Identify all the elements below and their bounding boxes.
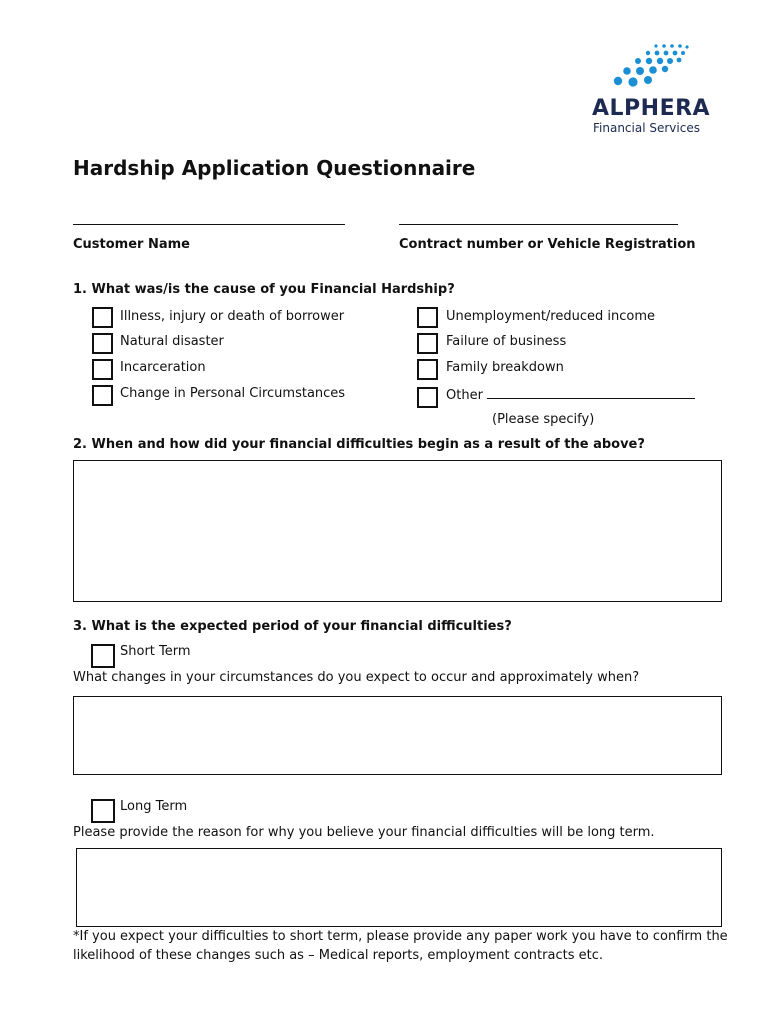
checkbox-natural-disaster[interactable] bbox=[92, 333, 113, 354]
option-change-circumstances: Change in Personal Circumstances bbox=[120, 386, 346, 401]
checkbox-failure-business[interactable] bbox=[417, 333, 438, 354]
contract-number-label: Contract number or Vehicle Registration bbox=[399, 237, 696, 252]
option-failure-business: Failure of business bbox=[446, 334, 567, 349]
question-3: 3. What is the expected period of your financial difficulties? bbox=[73, 619, 512, 634]
other-specify-line[interactable] bbox=[487, 386, 695, 399]
option-illness: Illness, injury or death of borrower bbox=[120, 309, 345, 324]
checkbox-unemployment[interactable] bbox=[417, 307, 438, 328]
question-1: 1. What was/is the cause of you Financial Hardship? bbox=[73, 282, 455, 297]
long-term-label: Long Term bbox=[120, 799, 188, 814]
checkbox-long-term[interactable] bbox=[91, 799, 115, 823]
checkbox-family-breakdown[interactable] bbox=[417, 359, 438, 380]
page-title: Hardship Application Questionnaire bbox=[73, 156, 476, 180]
checkbox-illness[interactable] bbox=[92, 307, 113, 328]
logo-name: ALPHERA bbox=[592, 96, 711, 121]
checkbox-short-term[interactable] bbox=[91, 644, 115, 668]
long-term-prompt: Please provide the reason for why you believe your financial difficulties will be long term. bbox=[73, 825, 655, 840]
option-incarceration: Incarceration bbox=[120, 360, 206, 375]
option-other-label: Other bbox=[446, 388, 483, 403]
long-term-answer-box[interactable] bbox=[76, 848, 722, 927]
checkbox-other[interactable] bbox=[417, 387, 438, 408]
contract-number-line[interactable] bbox=[399, 224, 678, 225]
q2-answer-box[interactable] bbox=[73, 460, 722, 602]
checkbox-change-circumstances[interactable] bbox=[92, 385, 113, 406]
logo-tagline: Financial Services bbox=[593, 121, 700, 135]
customer-name-line[interactable] bbox=[73, 224, 345, 225]
short-term-label: Short Term bbox=[120, 644, 191, 659]
please-specify-hint: (Please specify) bbox=[492, 412, 595, 427]
option-natural-disaster: Natural disaster bbox=[120, 334, 224, 349]
alphera-logo-dots bbox=[612, 42, 692, 94]
short-term-prompt: What changes in your circumstances do you expect to occur and approximately when? bbox=[73, 670, 640, 685]
question-2: 2. When and how did your financial difficulties begin as a result of the above? bbox=[73, 437, 645, 452]
option-family-breakdown: Family breakdown bbox=[446, 360, 564, 375]
checkbox-incarceration[interactable] bbox=[92, 359, 113, 380]
footnote-line-1: *If you expect your difficulties to short term, please provide any paper work you have to confirm the bbox=[73, 929, 728, 944]
short-term-answer-box[interactable] bbox=[73, 696, 722, 775]
option-unemployment: Unemployment/reduced income bbox=[446, 309, 655, 324]
footnote-line-2: likelihood of these changes such as – Medical reports, employment contracts etc. bbox=[73, 948, 603, 963]
customer-name-label: Customer Name bbox=[73, 237, 190, 252]
option-other bbox=[446, 386, 695, 403]
